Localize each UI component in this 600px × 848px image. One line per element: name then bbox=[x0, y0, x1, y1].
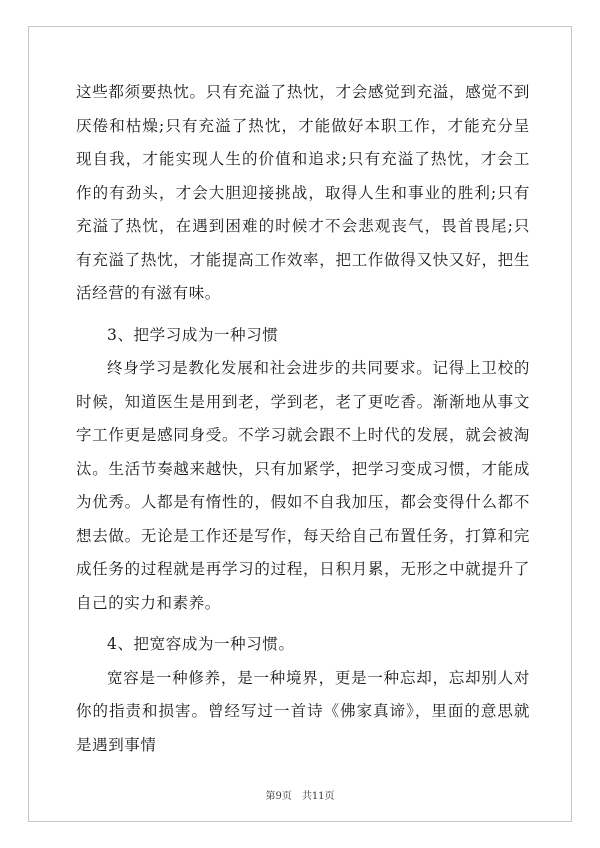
paragraph-learning: 终身学习是教化发展和社会进步的共同要求。记得上卫校的时候，知道医生是用到老，学到老，老了更吃香。渐渐地从事文字工作更是感同身受。不学习就会跟不上时代的发展，就会被淘汰。生活节奏越来越快，只有加紧学，把学习变成习惯，才能成为优秀。人都是有惰性的，假如不自我加压，都会变得什么都不想去做。无论是工作还是写作，每天给自己布置任务，打算和完成任务的过程就是再学习的过程，日积月累，无形之中就提升了自己的实力和素养。 bbox=[76, 359, 530, 612]
document-body bbox=[76, 76, 530, 762]
paragraph-enthusiasm: 这些都须要热忱。只有充溢了热忱，才会感觉到充溢，感觉不到厌倦和枯燥;只有充溢了热忱，才能做好本职工作，才能充分呈现自我，才能实现人生的价值和追求;只有充溢了热忱，才会工作的有劲头，才会大胆迎接挑战，取得人生和事业的胜利;只有充溢了热忱，在遇到困难的时候才不会悲观丧气，畏首畏尾;只有充溢了热忱，才能提高工作效率，把工作做得又快又好，把生活经营的有滋有味。 bbox=[76, 83, 530, 302]
section-heading-learning: 3、把学习成为一种习惯 bbox=[107, 325, 279, 344]
page-number-footer: 第9页 共11页 bbox=[265, 791, 335, 802]
section-heading-tolerance: 4、把宽容成为一种习惯。 bbox=[107, 635, 295, 653]
paragraph-tolerance: 宽容是一种修养，是一种境界，更是一种忘却，忘却别人对你的指责和损害。曾经写过一首诗《佛家真谛》，里面的意思就是遇到事情 bbox=[76, 668, 530, 754]
